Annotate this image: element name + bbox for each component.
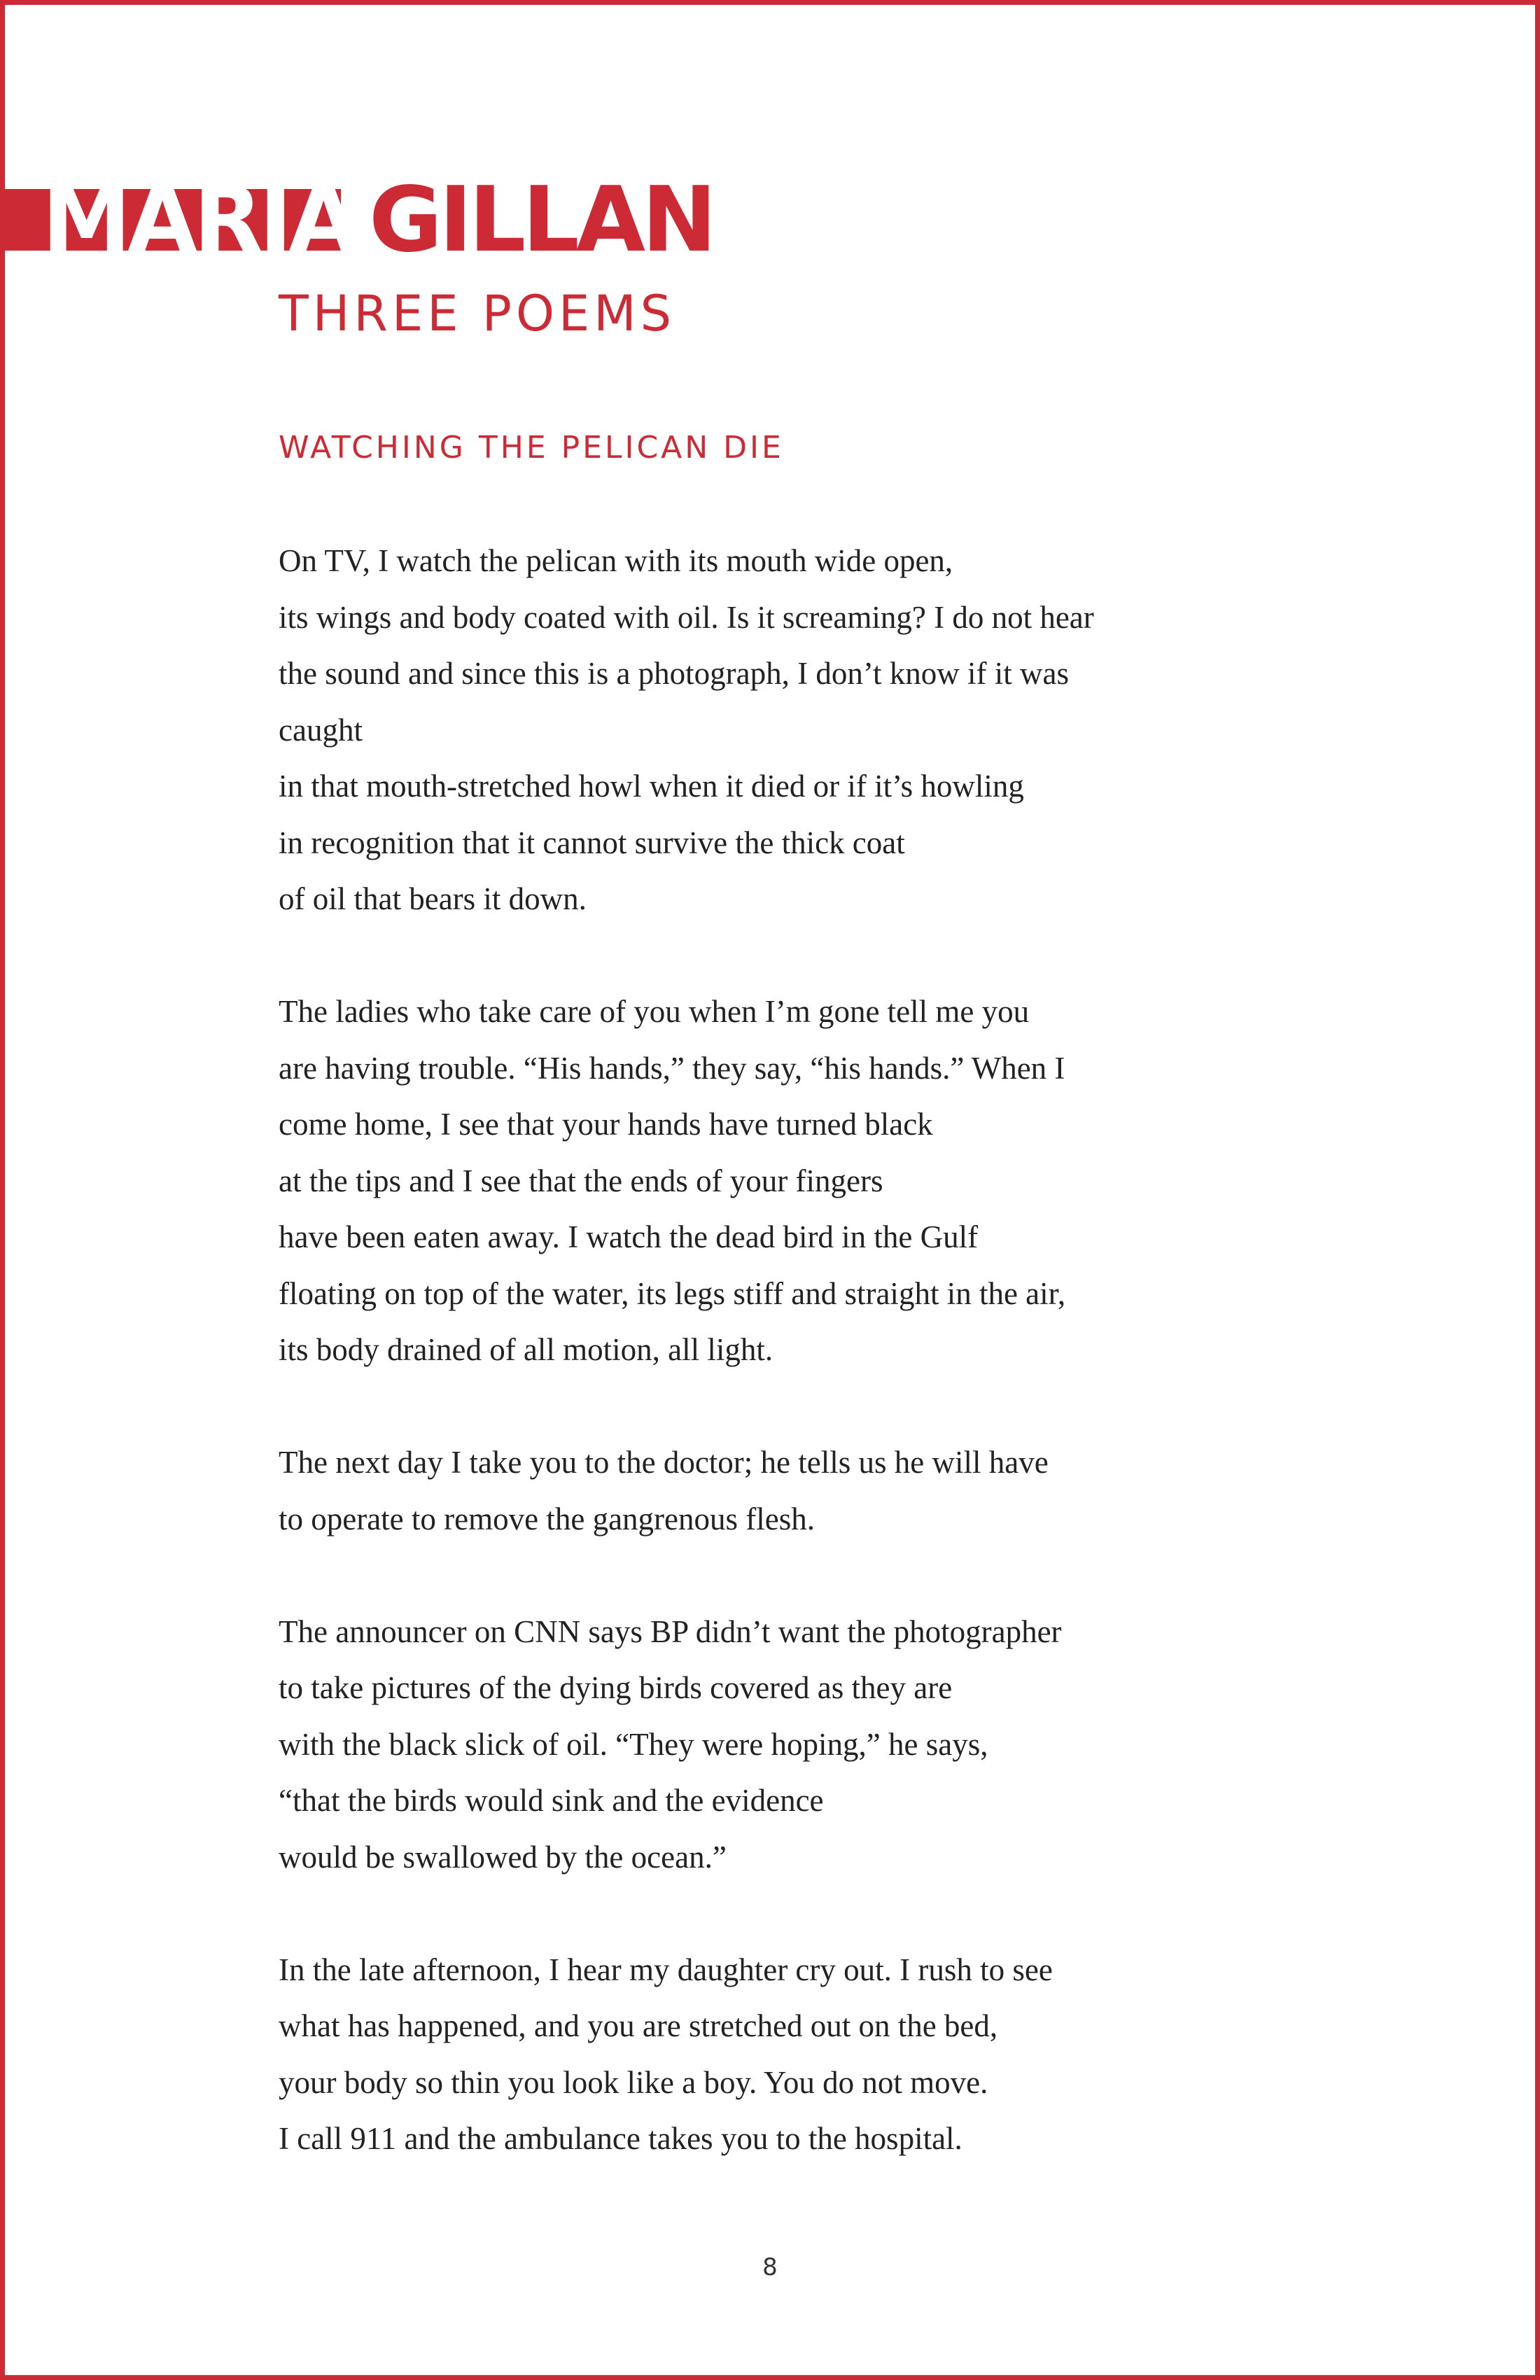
poem-line: caught	[279, 712, 363, 748]
poem-stanza	[279, 1942, 1329, 2167]
poem-line: in recognition that it cannot survive the thick coat	[279, 825, 905, 860]
section-subtitle: THREE POEMS	[279, 285, 676, 342]
poem-line: The announcer on CNN says BP didn’t want the photographer	[279, 1614, 1062, 1649]
author-first-name: MARIA	[42, 168, 355, 272]
poem-title: WATCHING THE PELICAN DIE	[279, 430, 784, 465]
poem-line: would be swallowed by the ocean.”	[279, 1839, 727, 1875]
poem-line: The next day I take you to the doctor; he tells us he will have	[279, 1445, 1049, 1480]
poem-line: I call 911 and the ambulance takes you to the hospital.	[279, 2121, 962, 2156]
poem-line: its body drained of all motion, all light.	[279, 1332, 774, 1367]
author-last-name: GILLAN	[369, 168, 713, 272]
poem-line: with the black slick of oil. “They were hoping,” he says,	[279, 1726, 988, 1762]
poem-stanza	[279, 533, 1329, 927]
poem-line: in that mouth-stretched howl when it died or if it’s howling	[279, 769, 1024, 804]
poem-line: your body so thin you look like a boy. You do not move.	[279, 2064, 988, 2100]
poem-line: what has happened, and you are stretched out on the bed,	[279, 2008, 998, 2043]
poem-line: come home, I see that your hands have turned black	[279, 1107, 933, 1142]
poem-stanza	[279, 983, 1329, 1378]
poem-line: In the late afternoon, I hear my daughter cry out. I rush to see	[279, 1952, 1053, 1987]
poem-line: to operate to remove the gangrenous flesh.	[279, 1501, 815, 1536]
poem-line: The ladies who take care of you when I’m gone tell me you	[279, 994, 1030, 1029]
poem-line: the sound and since this is a photograph, I don’t know if it was	[279, 656, 1070, 691]
poem-body	[279, 533, 1329, 2167]
poem-line: have been eaten away. I watch the dead bird in the Gulf	[279, 1219, 979, 1254]
poem-line: “that the birds would sink and the evidence	[279, 1783, 824, 1818]
poem-stanza	[279, 1434, 1329, 1547]
poem-stanza	[279, 1604, 1329, 1886]
poem-line: floating on top of the water, its legs stiff and straight in the air,	[279, 1275, 1066, 1311]
poem-line: On TV, I watch the pelican with its mouth wide open,	[279, 543, 953, 578]
poem-line: its wings and body coated with oil. Is it screaming? I do not hear	[279, 599, 1094, 635]
poem-line: to take pictures of the dying birds covered as they are	[279, 1670, 953, 1705]
poem-line: at the tips and I see that the ends of your fingers	[279, 1163, 883, 1198]
poem-line: of oil that bears it down.	[279, 881, 587, 916]
page-number: 8	[762, 2253, 778, 2281]
poem-line: are having trouble. “His hands,” they say, “his hands.” When I	[279, 1050, 1065, 1086]
